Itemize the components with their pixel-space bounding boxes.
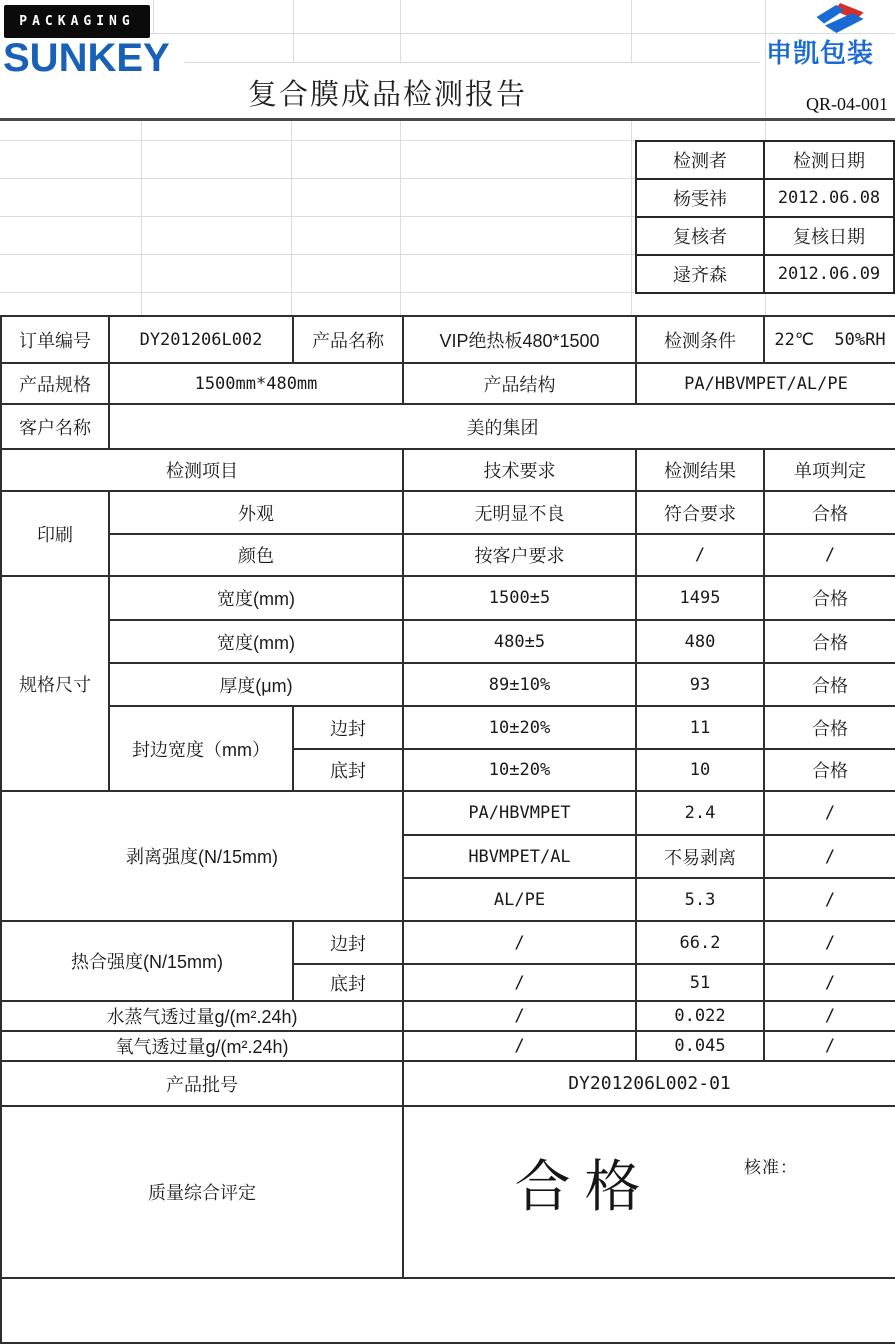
group-heat-seal: 热合强度(N/15mm) <box>1 921 293 1001</box>
item: 颜色 <box>109 534 403 576</box>
judgement: 合格 <box>764 491 895 534</box>
structure-label: 产品结构 <box>403 363 636 404</box>
print-appearance-row <box>1 491 895 534</box>
customer-row <box>1 404 895 449</box>
judgement: / <box>764 921 895 964</box>
judgement: 合格 <box>764 663 895 706</box>
col-header-requirement: 技术要求 <box>403 449 636 491</box>
spec-label: 产品规格 <box>1 363 109 404</box>
sunkey-logo-text: SUNKEY <box>3 36 170 80</box>
page-title: 复合膜成品检测报告 <box>247 79 527 111</box>
batch-row <box>1 1061 895 1106</box>
item: 边封 <box>293 706 403 749</box>
product-name-label: 产品名称 <box>293 316 403 363</box>
inspector-label: 检测者 <box>636 141 764 179</box>
requirement: / <box>403 921 636 964</box>
review-date-label: 复核日期 <box>764 217 894 255</box>
order-no-label: 订单编号 <box>1 316 109 363</box>
result: / <box>636 534 764 576</box>
result: 1495 <box>636 576 764 620</box>
order-no: DY201206L002 <box>109 316 293 363</box>
seal-edge-row <box>1 706 895 749</box>
judgement: / <box>764 964 895 1001</box>
judgement: 合格 <box>764 576 895 620</box>
judgement: 合格 <box>764 749 895 791</box>
result: 符合要求 <box>636 491 764 534</box>
table-row <box>636 179 894 217</box>
width2-row <box>1 620 895 663</box>
report-table <box>0 315 895 1344</box>
judgement: 合格 <box>764 706 895 749</box>
result: 不易剥离 <box>636 835 764 878</box>
table-row <box>636 255 894 293</box>
customer-value: 美的集团 <box>109 404 895 449</box>
result: 5.3 <box>636 878 764 921</box>
result: 480 <box>636 620 764 663</box>
overall-result: 合格 <box>514 1155 655 1218</box>
result: 2.4 <box>636 791 764 835</box>
print-color-row <box>1 534 895 576</box>
col-header-judgement: 单项判定 <box>764 449 895 491</box>
shenkai-logo-wordmark: 申凯包装 <box>766 38 875 68</box>
overall-result-cell <box>403 1106 895 1278</box>
requirement: 480±5 <box>403 620 636 663</box>
packaging-logo-text: PACKAGING <box>19 14 135 29</box>
order-row <box>1 316 895 363</box>
seal-width-label: 封边宽度（mm） <box>109 706 293 791</box>
shenkai-logo-icon <box>812 2 870 34</box>
inspector-table <box>635 140 895 294</box>
group-peel-strength: 剥离强度(N/15mm) <box>1 791 403 921</box>
requirement: 1500±5 <box>403 576 636 620</box>
layer-pair: PA/HBVMPET <box>403 791 636 835</box>
otr-row <box>1 1031 895 1061</box>
requirement: / <box>403 1031 636 1061</box>
table-row <box>636 217 894 255</box>
requirement: 10±20% <box>403 706 636 749</box>
judgement: / <box>764 791 895 835</box>
requirement: 89±10% <box>403 663 636 706</box>
layer-pair: AL/PE <box>403 878 636 921</box>
reviewer-name: 逯齐森 <box>636 255 764 293</box>
item: 宽度(mm) <box>109 620 403 663</box>
approve-label: 核准： <box>744 1158 798 1177</box>
doc-code: QR-04-001 <box>806 94 888 114</box>
result: 93 <box>636 663 764 706</box>
table-row <box>636 141 894 179</box>
results-header-row <box>1 449 895 491</box>
judgement: / <box>764 878 895 921</box>
empty-bottom-row <box>1 1278 895 1343</box>
result: 11 <box>636 706 764 749</box>
condition-value: 22℃ 50%RH <box>764 316 895 363</box>
result: 10 <box>636 749 764 791</box>
judgement: 合格 <box>764 620 895 663</box>
requirement: / <box>403 1001 636 1031</box>
inspector-name: 杨雯祎 <box>636 179 764 217</box>
judgement: / <box>764 1001 895 1031</box>
reviewer-label: 复核者 <box>636 217 764 255</box>
wvtr-label: 水蒸气透过量g/(m².24h) <box>1 1001 403 1031</box>
group-dimensions: 规格尺寸 <box>1 576 109 791</box>
judgement: / <box>764 1031 895 1061</box>
inspect-date: 2012.06.08 <box>764 179 894 217</box>
result: 0.045 <box>636 1031 764 1061</box>
width1-row <box>1 576 895 620</box>
result: 66.2 <box>636 921 764 964</box>
result: 51 <box>636 964 764 1001</box>
overall-label: 质量综合评定 <box>1 1106 403 1278</box>
item: 底封 <box>293 749 403 791</box>
product-name: VIP绝热板480*1500 <box>403 316 636 363</box>
batch-label: 产品批号 <box>1 1061 403 1106</box>
item: 底封 <box>293 964 403 1001</box>
item: 宽度(mm) <box>109 576 403 620</box>
peel1-row <box>1 791 895 835</box>
inspect-date-label: 检测日期 <box>764 141 894 179</box>
requirement: 按客户要求 <box>403 534 636 576</box>
batch-number: DY201206L002-01 <box>403 1061 895 1106</box>
wvtr-row <box>1 1001 895 1031</box>
packaging-logo <box>4 5 150 38</box>
requirement: 10±20% <box>403 749 636 791</box>
condition-label: 检测条件 <box>636 316 764 363</box>
otr-label: 氧气透过量g/(m².24h) <box>1 1031 403 1061</box>
item: 边封 <box>293 921 403 964</box>
col-header-item: 检测项目 <box>1 449 403 491</box>
group-print: 印刷 <box>1 491 109 576</box>
item: 厚度(μm) <box>109 663 403 706</box>
title-divider <box>0 118 895 121</box>
item: 外观 <box>109 491 403 534</box>
heatseal-edge-row <box>1 921 895 964</box>
customer-label: 客户名称 <box>1 404 109 449</box>
empty-cell <box>1 1278 895 1343</box>
overall-row <box>1 1106 895 1278</box>
requirement: 无明显不良 <box>403 491 636 534</box>
layer-pair: HBVMPET/AL <box>403 835 636 878</box>
structure-value: PA/HBVMPET/AL/PE <box>636 363 895 404</box>
thickness-row <box>1 663 895 706</box>
result: 0.022 <box>636 1001 764 1031</box>
spec-row <box>1 363 895 404</box>
judgement: / <box>764 835 895 878</box>
spec-value: 1500mm*480mm <box>109 363 403 404</box>
requirement: / <box>403 964 636 1001</box>
judgement: / <box>764 534 895 576</box>
review-date: 2012.06.09 <box>764 255 894 293</box>
col-header-result: 检测结果 <box>636 449 764 491</box>
